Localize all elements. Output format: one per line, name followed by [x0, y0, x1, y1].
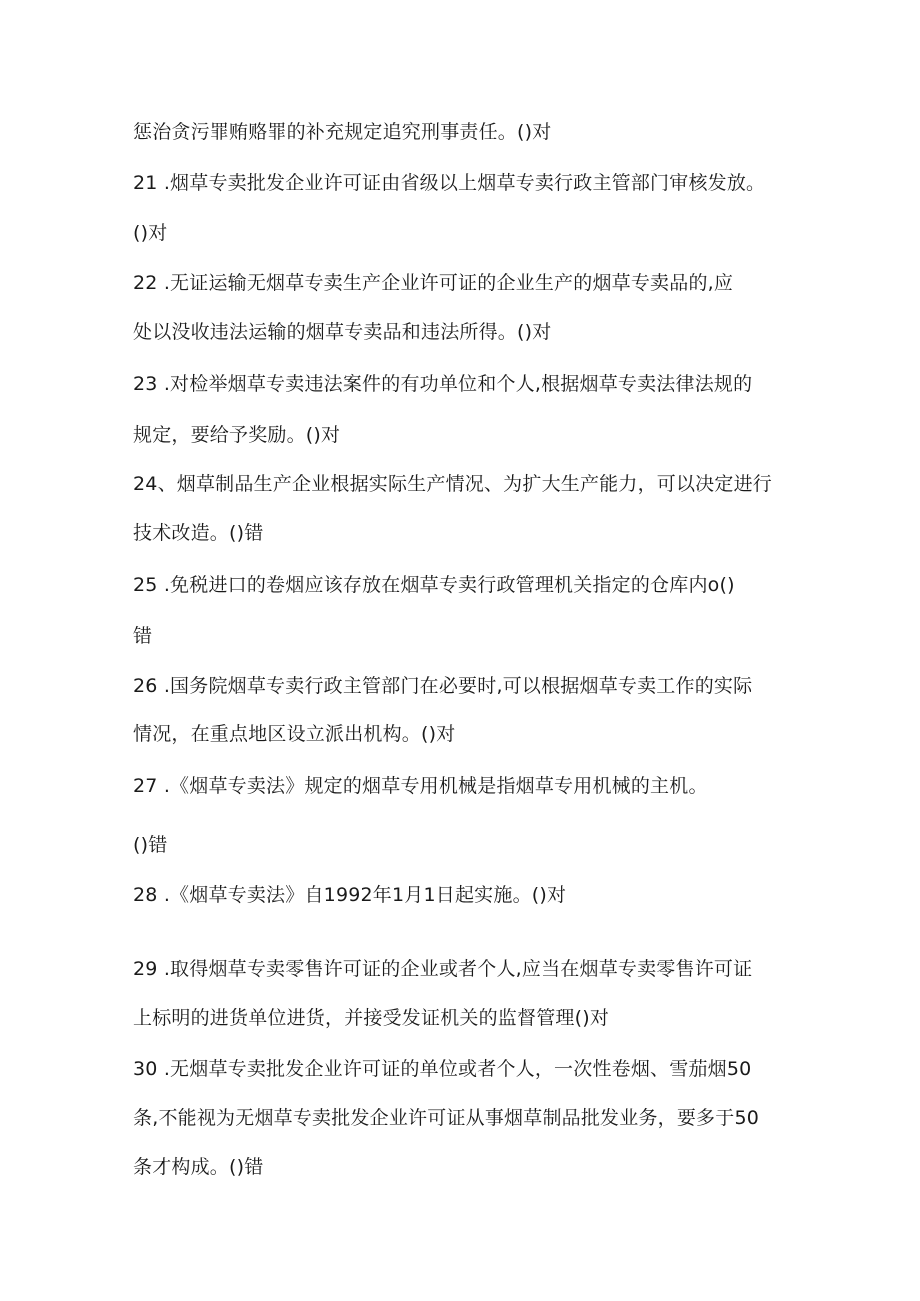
text-line: 24、烟草制品生产企业根据实际生产情况、为扩大生产能力，可以决定进行 — [133, 473, 772, 495]
text-line: 规定，要给予奖励。()对 — [133, 424, 341, 446]
text-line: 处以没收违法运输的烟草专卖品和违法所得。()对 — [133, 321, 552, 343]
text-line: 情况，在重点地区设立派出机构。()对 — [133, 723, 456, 745]
text-line: 29 .取得烟草专卖零售许可证的企业或者个人,应当在烟草专卖零售许可证 — [133, 958, 753, 980]
text-line: 错 — [133, 625, 153, 647]
text-line: ()对 — [133, 222, 168, 244]
text-line: 23 .对检举烟草专卖违法案件的有功单位和个人,根据烟草专卖法律法规的 — [133, 373, 753, 395]
text-line: 技术改造。()错 — [133, 522, 264, 544]
text-line: 21 .烟草专卖批发企业许可证由省级以上烟草专卖行政主管部门审核发放。 — [133, 172, 766, 194]
text-line: 27 .《烟草专卖法》规定的烟草专用机械是指烟草专用机械的主机。 — [133, 775, 708, 797]
text-line: 条才构成。()错 — [133, 1156, 264, 1178]
text-line: 上标明的进货单位进货，并接受发证机关的监督管理()对 — [133, 1007, 610, 1029]
text-line: 30 .无烟草专卖批发企业许可证的单位或者个人，一次性卷烟、雪茄烟50 — [133, 1058, 752, 1080]
text-line: ()错 — [133, 834, 168, 856]
text-line: 惩治贪污罪贿赂罪的补充规定追究刑事责任。()对 — [133, 121, 552, 143]
text-line: 26 .国务院烟草专卖行政主管部门在必要时,可以根据烟草专卖工作的实际 — [133, 675, 753, 697]
text-line: 25 .免税进口的卷烟应该存放在烟草专卖行政管理机关指定的仓库内o() — [133, 574, 735, 596]
text-line: 条,不能视为无烟草专卖批发企业许可证从事烟草制品批发业务，要多于50 — [133, 1107, 760, 1129]
text-line: 22 .无证运输无烟草专卖生产企业许可证的企业生产的烟草专卖品的,应 — [133, 272, 734, 294]
text-line: 28 .《烟草专卖法》自1992年1月1日起实施。()对 — [133, 884, 567, 906]
